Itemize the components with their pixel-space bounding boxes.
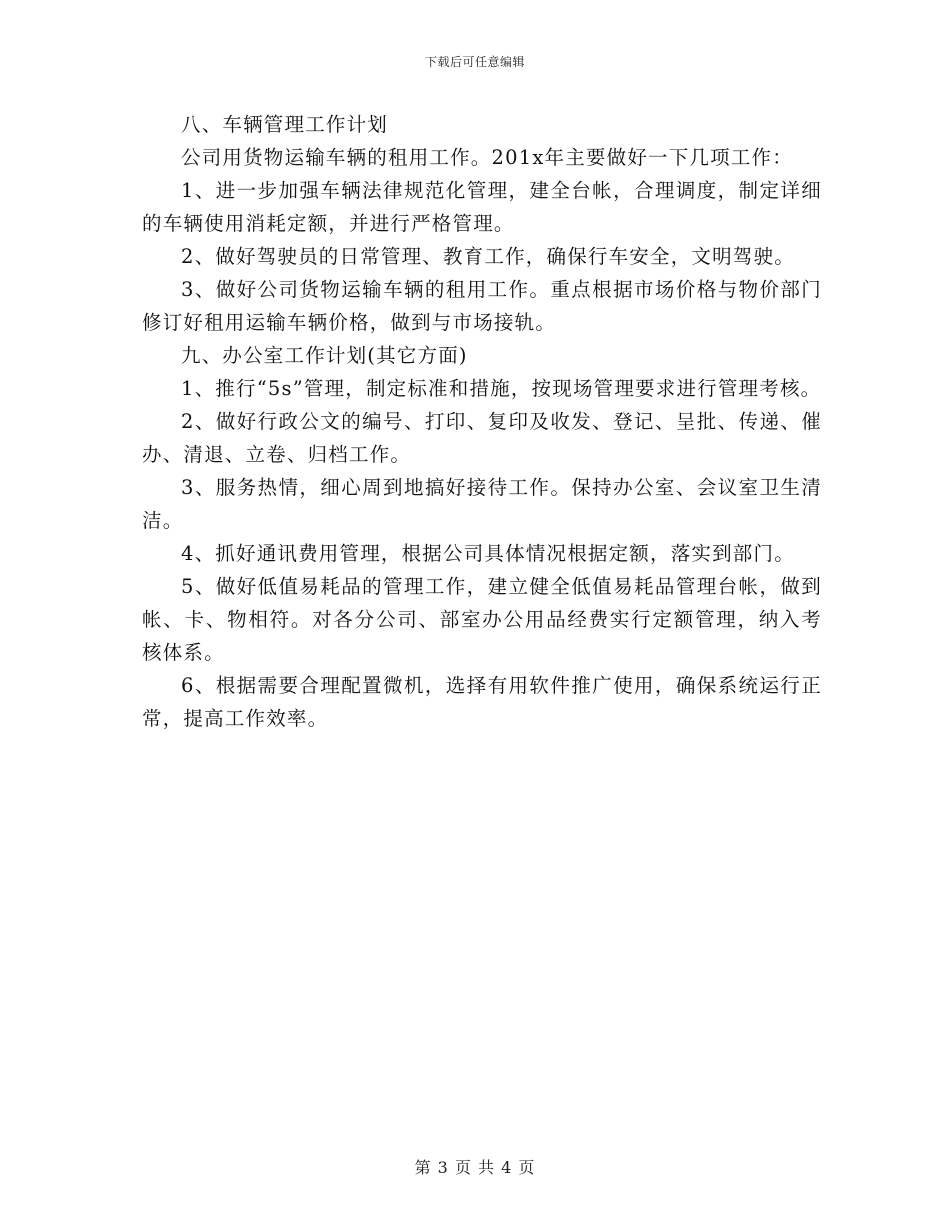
paragraph: 6、根据需要合理配置微机，选择有用软件推广使用，确保系统运行正常，提高工作效率。 bbox=[142, 674, 822, 730]
paragraph: 3、服务热情，细心周到地搞好接待工作。保持办公室、会议室卫生清洁。 bbox=[142, 476, 822, 532]
paragraph: 2、做好驾驶员的日常管理、教育工作，确保行车安全，文明驾驶。 bbox=[181, 245, 795, 268]
document-body bbox=[142, 108, 822, 735]
paragraph: 5、做好低值易耗品的管理工作，建立健全低值易耗品管理台帐，做到帐、卡、物相符。对各分公司、部室办公用品经费实行定额管理，纳入考核体系。 bbox=[142, 575, 822, 664]
paragraph: 1、推行“5s”管理，制定标准和措施，按现场管理要求进行管理考核。 bbox=[181, 377, 822, 400]
paragraph: 2、做好行政公文的编号、打印、复印及收发、登记、呈批、传递、催办、清退、立卷、归档工作。 bbox=[142, 410, 822, 466]
section-heading-office: 九、办公室工作计划(其它方面) bbox=[181, 344, 468, 367]
page-footer: 第 3 页 共 4 页 bbox=[414, 1158, 536, 1177]
paragraph: 1、进一步加强车辆法律规范化管理，建全台帐，合理调度，制定详细的车辆使用消耗定额，并进行严格管理。 bbox=[142, 179, 822, 235]
paragraph: 3、做好公司货物运输车辆的租用工作。重点根据市场价格与物价部门修订好租用运输车辆价格，做到与市场接轨。 bbox=[142, 278, 822, 334]
paragraph: 公司用货物运输车辆的租用工作。201x年主要做好一下几项工作： bbox=[181, 146, 793, 169]
page-header: 下载后可任意编辑 bbox=[424, 55, 525, 69]
section-heading-vehicle: 八、车辆管理工作计划 bbox=[181, 113, 389, 136]
paragraph: 4、抓好通讯费用管理，根据公司具体情况根据定额，落实到部门。 bbox=[181, 542, 795, 565]
